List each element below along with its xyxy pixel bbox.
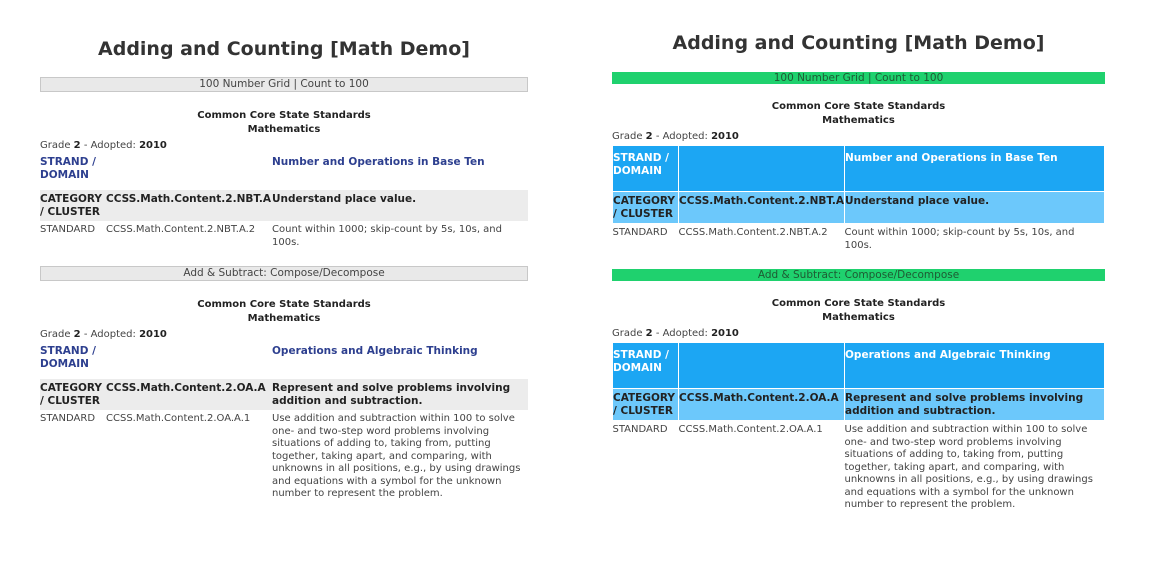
adopted-value: 2010 — [711, 131, 739, 142]
standard-label: STANDARD — [612, 424, 668, 435]
standards-header-title: Common Core State Standards — [197, 299, 371, 310]
strand-label: STRAND / DOMAIN — [40, 156, 96, 181]
adopted-prefix: - Adopted: — [80, 140, 140, 151]
standard-row — [40, 221, 528, 251]
grade-prefix: Grade — [40, 329, 74, 340]
standards-table — [612, 342, 1105, 514]
category-label: CATEGORY / CLUSTER — [613, 389, 679, 421]
lesson-bar[interactable]: 100 Number Grid | Count to 100 — [612, 72, 1105, 84]
standard-section — [40, 77, 528, 251]
category-value: Represent and solve problems involving addition and subtraction. — [845, 389, 1105, 421]
category-value: Understand place value. — [272, 190, 528, 221]
standard-section — [40, 266, 528, 503]
standards-header-subject: Mathematics — [247, 313, 321, 324]
grade-prefix: Grade — [612, 131, 646, 142]
standard-value: Use addition and subtraction within 100 to solve one- and two-step word problems involving situations of adding to, taking from, putting together, taking apart, and comparing, with unknowns in all positions, e.g., by using drawings and equations with a symbol for the unknown number to represent the problem. — [272, 413, 521, 499]
standards-header-subject: Mathematics — [822, 115, 895, 126]
standard-value: Use addition and subtraction within 100 to solve one- and two-step word problems involving situations of adding to, taking from, putting together, taking apart, and comparing, with unknowns in all positions, e.g., by using drawings and equations with a symbol for the unknown number to represent the problem. — [844, 424, 1093, 510]
strand-row — [40, 343, 528, 379]
category-row — [613, 192, 1105, 224]
strand-row — [613, 343, 1105, 389]
category-row — [40, 190, 528, 221]
standards-table — [40, 154, 528, 251]
strand-row — [613, 146, 1105, 192]
strand-value: Number and Operations in Base Ten — [272, 156, 485, 168]
lesson-bar[interactable]: Add & Subtract: Compose/Decompose — [612, 269, 1105, 281]
grade-value: 2 — [73, 140, 81, 151]
left-panel — [40, 38, 528, 503]
strand-code — [679, 343, 845, 389]
standard-label: STANDARD — [40, 413, 96, 424]
strand-code — [106, 154, 272, 190]
standards-header-subject: Mathematics — [247, 124, 321, 135]
standard-code: CCSS.Math.Content.2.OA.A.1 — [106, 413, 251, 424]
category-code: CCSS.Math.Content.2.NBT.A — [106, 190, 272, 221]
standard-label: STANDARD — [40, 224, 96, 235]
standard-row — [613, 224, 1105, 255]
strand-label: STRAND / DOMAIN — [613, 343, 679, 389]
category-code: CCSS.Math.Content.2.NBT.A — [679, 192, 845, 224]
standard-value: Count within 1000; skip-count by 5s, 10s, and 100s. — [844, 227, 1075, 251]
strand-label: STRAND / DOMAIN — [40, 345, 96, 370]
grade-prefix: Grade — [40, 140, 74, 151]
standard-code: CCSS.Math.Content.2.NBT.A.2 — [678, 227, 828, 238]
standards-table — [612, 145, 1105, 254]
standards-header-title: Common Core State Standards — [197, 110, 371, 121]
adopted-value: 2010 — [139, 140, 167, 151]
category-value: Represent and solve problems involving addition and subtraction. — [272, 379, 528, 410]
category-label: CATEGORY / CLUSTER — [40, 379, 106, 410]
category-label: CATEGORY / CLUSTER — [40, 190, 106, 221]
standards-header-title: Common Core State Standards — [771, 298, 946, 309]
adopted-value: 2010 — [139, 329, 167, 340]
category-label: CATEGORY / CLUSTER — [613, 192, 679, 224]
lesson-bar[interactable]: 100 Number Grid | Count to 100 — [40, 77, 528, 92]
standards-header — [40, 109, 528, 137]
grade-value: 2 — [645, 328, 653, 339]
grade-line — [40, 328, 528, 341]
strand-value: Operations and Algebraic Thinking — [845, 343, 1105, 389]
adopted-prefix: - Adopted: — [80, 329, 140, 340]
standard-row — [40, 410, 528, 503]
right-panel — [612, 32, 1105, 514]
standards-header — [612, 100, 1105, 128]
adopted-prefix: - Adopted: — [652, 328, 712, 339]
strand-code — [679, 146, 845, 192]
standard-value: Count within 1000; skip-count by 5s, 10s, and 100s. — [272, 224, 502, 248]
standards-header-title: Common Core State Standards — [771, 101, 946, 112]
standard-row — [613, 421, 1105, 514]
standards-table — [40, 343, 528, 503]
category-row — [613, 389, 1105, 421]
category-value: Understand place value. — [845, 192, 1105, 224]
standards-header — [40, 298, 528, 326]
grade-value: 2 — [73, 329, 81, 340]
adopted-value: 2010 — [711, 328, 739, 339]
category-code: CCSS.Math.Content.2.OA.A — [106, 379, 272, 410]
standards-header — [612, 297, 1105, 325]
grade-line — [612, 130, 1105, 143]
grade-line — [612, 327, 1105, 340]
strand-row — [40, 154, 528, 190]
grade-prefix: Grade — [612, 328, 646, 339]
page-title: Adding and Counting [Math Demo] — [672, 32, 1045, 54]
standard-section — [612, 72, 1105, 254]
standard-section — [612, 269, 1105, 514]
adopted-prefix: - Adopted: — [652, 131, 712, 142]
strand-code — [106, 343, 272, 379]
standards-header-subject: Mathematics — [822, 312, 895, 323]
category-code: CCSS.Math.Content.2.OA.A — [679, 389, 845, 421]
lesson-bar[interactable]: Add & Subtract: Compose/Decompose — [40, 266, 528, 281]
strand-value: Number and Operations in Base Ten — [845, 146, 1105, 192]
category-row — [40, 379, 528, 410]
standard-code: CCSS.Math.Content.2.NBT.A.2 — [106, 224, 256, 235]
grade-line — [40, 139, 528, 152]
standard-label: STANDARD — [612, 227, 668, 238]
strand-label: STRAND / DOMAIN — [613, 146, 679, 192]
standard-code: CCSS.Math.Content.2.OA.A.1 — [678, 424, 823, 435]
page-title: Adding and Counting [Math Demo] — [98, 38, 470, 60]
strand-value: Operations and Algebraic Thinking — [272, 345, 478, 357]
grade-value: 2 — [645, 131, 653, 142]
